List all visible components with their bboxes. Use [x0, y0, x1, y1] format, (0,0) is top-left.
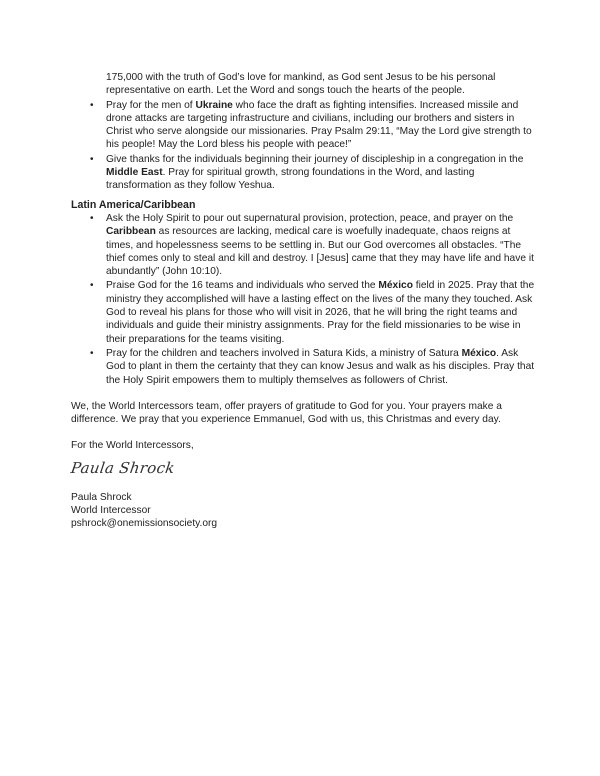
signer-email: pshrock@onemissionsociety.org	[71, 518, 218, 530]
handwritten-signature	[71, 459, 535, 487]
bullet-keyword: Ukraine	[195, 99, 233, 111]
bullet-text-after: as resources are lacking, medical care is woefully inadequate, chaos reigns at times, and hopelessness seems to be settling in. But our God overcomes all obstacles. “The thief comes only to steal and kill and destroy. I [Jesus] came that they may have life and have it abundantly” (John 10:10).	[106, 226, 534, 278]
bullet-icon: •	[90, 280, 94, 292]
bullet-icon: •	[90, 99, 94, 111]
letter-body	[71, 71, 535, 531]
bullet-text-before: Pray for the men of	[106, 99, 196, 111]
bullet-list-top	[71, 99, 535, 193]
bullet-icon: •	[90, 153, 94, 165]
bullet-text-before: Give thanks for the individuals beginning their journey of discipleship in a congregation in the	[106, 153, 524, 165]
closing-paragraph: We, the World Intercessors team, offer prayers of gratitude to God for you. Your prayers make a difference. We pray that you experience Emmanuel, God with us, this Christmas and every day.	[71, 400, 502, 426]
bullet-icon: •	[90, 212, 94, 224]
section-heading-latin-america: Latin America/Caribbean	[71, 198, 196, 211]
bullet-text-before: Ask the Holy Spirit to pour out supernatural provision, protection, peace, and prayer on the	[106, 212, 514, 224]
bullet-text-before: Pray for the children and teachers involved in Satura Kids, a ministry of Satura	[106, 347, 462, 359]
bullet-text-after: . Pray for spiritual growth, strong foundations in the Word, and lasting transformation as they follow Yeshua.	[106, 167, 475, 192]
bullet-text-before: Praise God for the 16 teams and individuals who served the	[106, 280, 379, 292]
signature-script: Paula Shrock	[69, 458, 177, 477]
bullet-keyword: Caribbean	[106, 226, 156, 238]
bullet-text-after: field in 2025. Pray that the ministry they accomplished will have a lasting effect on the lives of the many they touched. Ask God to reveal his plans for those who will visit in 2026, that he will bring the right teams and individuals and guide their ministry assignments. Pray for the field missionaries to be wise in their preparations for the teams visiting.	[106, 280, 535, 345]
signer-title: World Intercessor	[71, 505, 151, 517]
bullet-keyword: México	[461, 347, 497, 359]
bullet-middle-east	[71, 153, 535, 193]
signer-name: Paula Shrock	[71, 491, 132, 503]
bullet-text-after: . Ask God to plant in them the certainty that they can know Jesus and walk as his disciples. Pray that the Holy Spirit empowers them to multiply themselves as followers of Christ.	[106, 347, 535, 386]
signoff-line: For the World Intercessors,	[71, 440, 194, 452]
signer-block	[71, 491, 535, 531]
bullet-icon: •	[90, 347, 94, 359]
bullet-mexico-teams	[71, 279, 535, 345]
bullet-keyword: México	[378, 280, 413, 292]
bullet-list-latin-america	[71, 212, 535, 387]
bullet-text-after: who face the draft as fighting intensifies. Increased missile and drone attacks are targeting infrastructure and civilians, including our brothers and sisters in Christ who serve alongside our missionaries. Pray Psalm 29:11, “May the Lord give strength to his people! May the Lord bless his people with peace!”	[106, 99, 532, 151]
intro-continuation: 175,000 with the truth of God’s love for mankind, as God sent Jesus to be his personal representative on earth. Let the Word and songs touch the hearts of the people.	[106, 72, 496, 97]
bullet-caribbean	[71, 212, 535, 278]
bullet-keyword: Middle East	[106, 167, 163, 179]
bullet-ukraine	[71, 99, 535, 152]
bullet-satura-kids	[71, 347, 535, 387]
